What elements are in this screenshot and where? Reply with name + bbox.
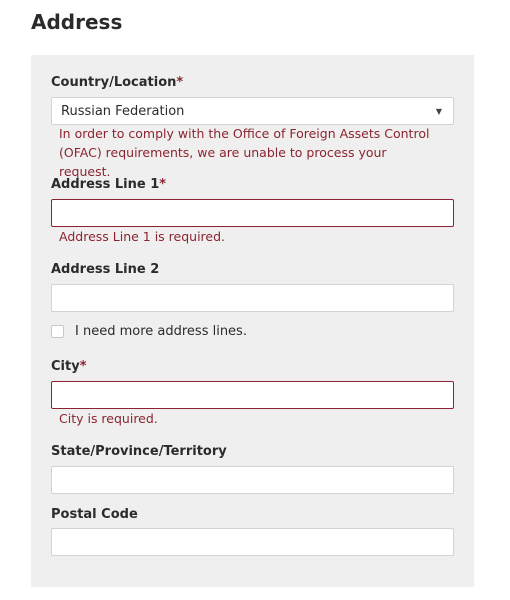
address-line-2-input[interactable] xyxy=(51,284,454,312)
address-line-2-label xyxy=(51,262,159,277)
country-label xyxy=(51,75,183,90)
address-line-1-required-mark: * xyxy=(159,177,167,192)
city-label xyxy=(51,359,87,374)
city-label-text: City xyxy=(51,359,80,374)
city-error-message: City is required. xyxy=(59,411,158,426)
state-label-text: State/Province/Territory xyxy=(51,444,227,459)
country-error-message: In order to comply with the Office of Foreign Assets Control (OFAC) requirements, we are unable to process your request. xyxy=(59,126,430,179)
country-label-text: Country/Location xyxy=(51,75,177,90)
address-form-panel xyxy=(31,55,474,587)
page-title: Address xyxy=(31,10,123,34)
postal-code-label-text: Postal Code xyxy=(51,507,138,522)
address-line-2-label-text: Address Line 2 xyxy=(51,262,160,277)
address-line-1-label-text: Address Line 1 xyxy=(51,177,160,192)
city-required-mark: * xyxy=(79,359,87,374)
address-line-1-label xyxy=(51,177,166,192)
state-label xyxy=(51,444,227,459)
country-required-mark: * xyxy=(176,75,184,90)
postal-code-input[interactable] xyxy=(51,528,454,556)
postal-code-label xyxy=(51,507,138,522)
country-select[interactable] xyxy=(51,97,454,125)
more-address-lines-row[interactable] xyxy=(51,324,247,339)
caret-down-icon: ▼ xyxy=(435,106,442,116)
more-address-lines-label[interactable]: I need more address lines. xyxy=(75,324,247,339)
state-input[interactable] xyxy=(51,466,454,494)
address-line-1-input[interactable] xyxy=(51,199,454,227)
more-address-lines-checkbox[interactable] xyxy=(51,325,64,338)
address-line-1-error-message: Address Line 1 is required. xyxy=(59,229,226,244)
city-input[interactable] xyxy=(51,381,454,409)
country-select-value: Russian Federation xyxy=(61,103,185,119)
